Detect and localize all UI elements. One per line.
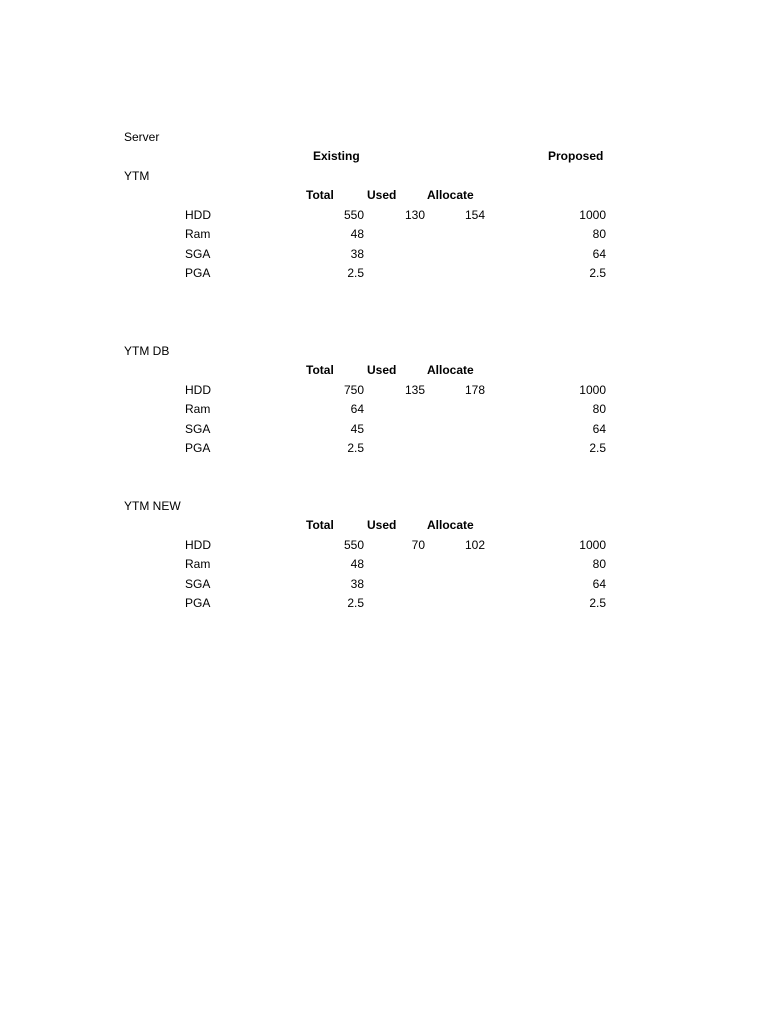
proposed-value: 80: [592, 557, 606, 572]
proposed-value: 64: [592, 246, 606, 261]
row-label: HDD: [185, 207, 211, 222]
total-value: 550: [343, 207, 364, 222]
row-label: Ram: [185, 227, 211, 242]
proposed-value: 2.5: [589, 265, 606, 280]
table-row: [0, 382, 768, 401]
total-value: 38: [350, 246, 364, 261]
col-header-used: Used: [367, 188, 397, 203]
col-header-used: Used: [367, 363, 397, 378]
used-value: 135: [404, 382, 425, 397]
section-ytm-new: [0, 498, 768, 614]
table-row: [0, 226, 768, 245]
table-row: [0, 595, 768, 614]
proposed-group-header: Proposed: [548, 149, 604, 163]
page-title: Server: [124, 130, 160, 144]
column-header-row: [0, 362, 768, 381]
total-value: 2.5: [347, 595, 364, 610]
table-row: [0, 265, 768, 284]
section-name: YTM NEW: [124, 499, 181, 513]
proposed-value: 80: [592, 227, 606, 242]
total-value: 48: [350, 557, 364, 572]
col-header-allocate: Allocate: [427, 188, 474, 203]
used-value: 70: [411, 537, 425, 552]
row-label: SGA: [185, 576, 211, 591]
section-name: YTM: [124, 169, 150, 183]
section-title-row: [0, 498, 768, 517]
total-value: 750: [343, 382, 364, 397]
column-header-row: [0, 517, 768, 536]
section-title-row: [0, 168, 768, 187]
column-header-row: [0, 187, 768, 206]
section-ytm-db: [0, 343, 768, 459]
row-label: SGA: [185, 246, 211, 261]
row-label: HDD: [185, 537, 211, 552]
col-header-allocate: Allocate: [427, 518, 474, 533]
proposed-value: 1000: [579, 537, 606, 552]
allocate-value: 178: [464, 382, 485, 397]
col-header-allocate: Allocate: [427, 363, 474, 378]
allocate-value: 102: [464, 537, 485, 552]
proposed-value: 2.5: [589, 440, 606, 455]
proposed-value: 80: [592, 402, 606, 417]
total-value: 38: [350, 576, 364, 591]
used-value: 130: [404, 207, 425, 222]
col-header-total: Total: [306, 188, 334, 203]
proposed-value: 64: [592, 576, 606, 591]
row-label: Ram: [185, 557, 211, 572]
table-row: [0, 246, 768, 265]
total-value: 550: [343, 537, 364, 552]
total-value: 45: [350, 421, 364, 436]
proposed-value: 1000: [579, 207, 606, 222]
row-label: PGA: [185, 440, 211, 455]
allocate-value: 154: [464, 207, 485, 222]
total-value: 2.5: [347, 265, 364, 280]
section-name: YTM DB: [124, 344, 170, 358]
section-title-row: [0, 343, 768, 362]
table-row: [0, 207, 768, 226]
row-label: PGA: [185, 595, 211, 610]
total-value: 2.5: [347, 440, 364, 455]
section-ytm: [0, 168, 768, 284]
col-header-total: Total: [306, 363, 334, 378]
table-row: [0, 421, 768, 440]
col-header-used: Used: [367, 518, 397, 533]
row-label: PGA: [185, 265, 211, 280]
table-row: [0, 440, 768, 459]
table-row: [0, 537, 768, 556]
table-row: [0, 576, 768, 595]
proposed-value: 2.5: [589, 595, 606, 610]
row-label: Ram: [185, 402, 211, 417]
table-row: [0, 556, 768, 575]
row-label: SGA: [185, 421, 211, 436]
proposed-value: 1000: [579, 382, 606, 397]
total-value: 48: [350, 227, 364, 242]
col-header-total: Total: [306, 518, 334, 533]
total-value: 64: [350, 402, 364, 417]
proposed-value: 64: [592, 421, 606, 436]
existing-group-header: Existing: [313, 149, 360, 163]
row-label: HDD: [185, 382, 211, 397]
table-row: [0, 401, 768, 420]
